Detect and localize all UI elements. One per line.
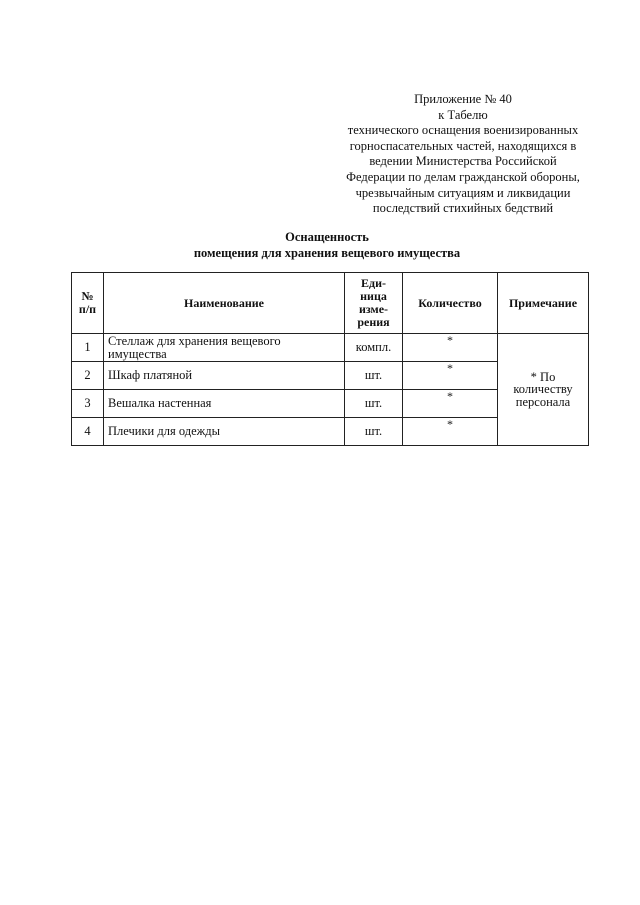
appendix-line: горноспасательных частей, находящихся в <box>349 138 577 153</box>
note-line: * По <box>530 369 556 384</box>
row-quantity: * <box>403 362 498 390</box>
row-unit: шт. <box>345 390 403 418</box>
note-cell <box>498 334 589 446</box>
header-unit <box>345 273 403 334</box>
header-unit-line: изме- <box>358 302 389 316</box>
header-number-line-1: № <box>81 289 94 303</box>
header-name: Наименование <box>104 273 345 334</box>
appendix-line: ведении Министерства Российской <box>369 154 557 169</box>
row-quantity: * <box>403 418 498 446</box>
row-unit: компл. <box>345 334 403 362</box>
note-line: количеству <box>513 382 573 397</box>
title-line-1: Оснащенность <box>285 230 369 244</box>
header-quantity: Количество <box>403 273 498 334</box>
note-line: персонала <box>515 394 571 409</box>
row-quantity: * <box>403 334 498 362</box>
header-unit-line: Еди- <box>361 276 386 290</box>
row-name: Вешалка настенная <box>104 390 345 418</box>
header-note: Примечание <box>498 273 589 334</box>
row-name: Плечики для одежды <box>104 418 345 446</box>
row-name: Шкаф платяной <box>104 362 345 390</box>
appendix-line: чрезвычайным ситуациям и ликвидации <box>355 185 571 200</box>
header-unit-line: ница <box>360 289 387 303</box>
appendix-line: Приложение № 40 <box>414 92 512 106</box>
document-title <box>140 230 514 261</box>
appendix-line: последствий стихийных бедствий <box>372 201 554 216</box>
row-number: 3 <box>72 390 104 418</box>
header-number-line-2: п/п <box>78 302 97 316</box>
row-unit: шт. <box>345 362 403 390</box>
appendix-header <box>318 92 608 217</box>
equipment-table <box>71 272 589 446</box>
table-header-row <box>72 273 589 334</box>
title-line-2: помещения для хранения вещевого имущества <box>193 245 461 260</box>
appendix-line: Федерации по делам гражданской обороны, <box>346 169 580 184</box>
row-quantity: * <box>403 390 498 418</box>
row-number: 2 <box>72 362 104 390</box>
row-number: 1 <box>72 334 104 362</box>
appendix-line: технического оснащения военизированных <box>347 123 579 138</box>
header-unit-line: рения <box>357 315 390 329</box>
appendix-line: к Табелю <box>438 107 488 122</box>
row-name: Стеллаж для хранения вещевого имущества <box>104 334 345 362</box>
row-number: 4 <box>72 418 104 446</box>
header-number <box>72 273 104 334</box>
table-row <box>72 334 589 362</box>
row-unit: шт. <box>345 418 403 446</box>
